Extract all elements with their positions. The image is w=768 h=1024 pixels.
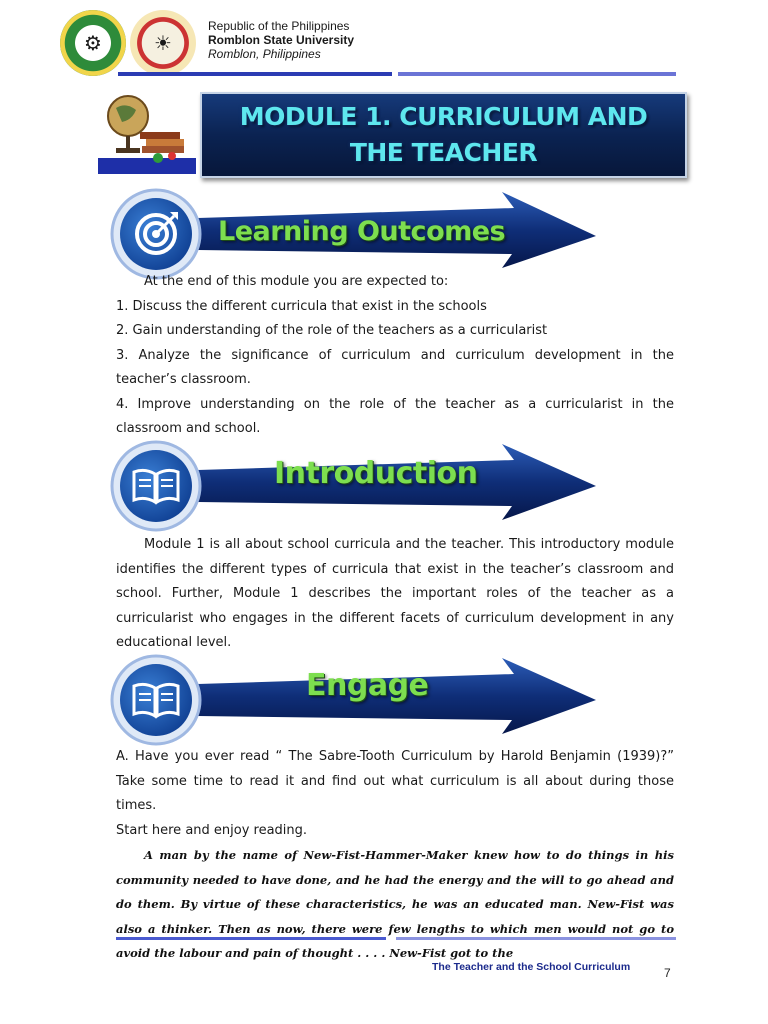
header-rule-right xyxy=(398,72,676,76)
outcome-item: 3. Analyze the significance of curriculum and curriculum development in the teacher’s classroom. xyxy=(116,347,674,387)
introduction-banner xyxy=(110,440,596,536)
outcomes-list xyxy=(116,270,674,442)
outcome-item: 1. Discuss the different curricula that exist in the schools xyxy=(116,298,487,314)
engage-start: Start here and enjoy reading. xyxy=(116,822,308,838)
intro-paragraph: Module 1 is all about school curricula and the teacher. This introductory module identifies the different types of curricula that exist in the teacher’s classroom and school. Further, Module 1 describes the important roles of the teacher as a curricularist who engages in the different facets of curriculum development in any educational level. xyxy=(116,537,674,650)
engage-title: Engage xyxy=(306,668,429,703)
page-number: 7 xyxy=(664,966,671,980)
story-excerpt: A man by the name of New-Fist-Hammer-Maker knew how to do things in his community needed to have done, and he had the energy and the will to go ahead and do them. By virtue of these characteristics, he was an educated man. New-Fist was also a thinker. Then as now, there were few lengths to which men would not go to avoid the labour and pain of thought . . . . New-Fist got to the xyxy=(116,848,674,960)
module-title-banner xyxy=(200,92,687,178)
college-seal-logo: ☀ xyxy=(130,10,196,76)
engage-banner xyxy=(110,654,596,750)
location-text: Romblon, Philippines xyxy=(208,47,321,61)
engage-question: A. Have you ever read “ The Sabre-Tooth Curriculum by Harold Benjamin (1939)?” Take some time to read it and find out what curriculum is all about during those times. xyxy=(116,749,674,813)
rsu-seal-logo: ⚙ xyxy=(60,10,126,76)
footer-rule-left xyxy=(116,937,386,940)
introduction-title: Introduction xyxy=(274,456,478,491)
module-title-line1: MODULE 1. CURRICULUM AND xyxy=(239,102,648,131)
outcome-item: 2. Gain understanding of the role of the teachers as a curricularist xyxy=(116,323,548,338)
module-title-line2: THE TEACHER xyxy=(349,138,538,167)
outcomes-lead: At the end of this module you are expected to: xyxy=(144,274,449,289)
university-header xyxy=(208,19,354,61)
open-book-icon xyxy=(130,680,182,720)
footer-rule-right xyxy=(396,937,676,940)
globe-books-illustration xyxy=(98,88,196,174)
engage-text xyxy=(116,745,674,843)
outcome-item: 4. Improve understanding on the role of the teacher as a curricularist in the classroom and school. xyxy=(116,396,674,436)
university-name: Romblon State University xyxy=(208,33,355,47)
country-text: Republic of the Philippines xyxy=(208,19,350,33)
target-icon xyxy=(130,208,182,260)
learning-outcomes-title: Learning Outcomes xyxy=(218,216,506,247)
footer-course-title: The Teacher and the School Curriculum xyxy=(432,961,631,973)
header-rule-left xyxy=(118,72,392,76)
open-book-icon xyxy=(130,466,182,506)
